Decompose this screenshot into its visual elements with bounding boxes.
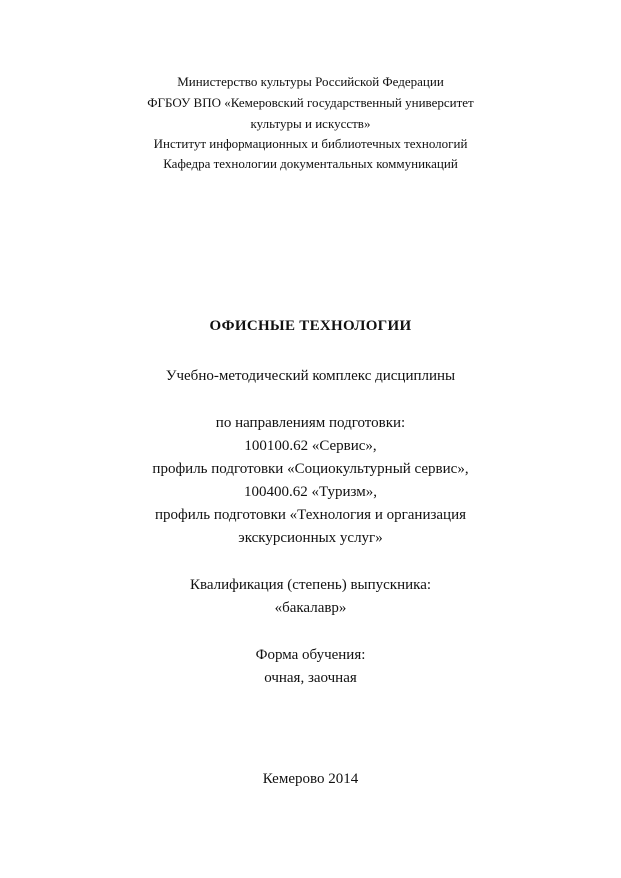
direction-code-service: 100100.62 «Сервис», xyxy=(244,438,377,454)
profile-service: профиль подготовки «Социокультурный сервис», xyxy=(152,461,469,477)
university-name-line-1: ФГБОУ ВПО «Кемеровский государственный университет xyxy=(147,95,474,110)
study-form-label: Форма обучения: xyxy=(255,647,366,663)
study-form-value: очная, заочная xyxy=(264,670,357,686)
ministry-name: Министерство культуры Российской Федерации xyxy=(177,74,444,89)
university-name-line-2: культуры и искусств» xyxy=(250,116,371,131)
qualification-value: «бакалавр» xyxy=(274,600,347,616)
document-title: ОФИСНЫЕ ТЕХНОЛОГИИ xyxy=(209,318,412,334)
qualification-label: Квалификация (степень) выпускника: xyxy=(189,577,432,593)
direction-code-tourism: 100400.62 «Туризм», xyxy=(244,484,377,500)
profile-tourism-line-2: экскурсионных услуг» xyxy=(238,530,383,546)
city-year: Кемерово 2014 xyxy=(262,771,359,787)
directions-heading: по направлениям подготовки: xyxy=(215,415,406,431)
document-subtitle: Учебно-методический комплекс дисциплины xyxy=(165,368,456,384)
department-name: Кафедра технологии документальных коммуникаций xyxy=(163,156,458,171)
institute-name: Институт информационных и библиотечных технологий xyxy=(153,136,468,151)
profile-tourism-line-1: профиль подготовки «Технология и организация xyxy=(154,507,467,523)
